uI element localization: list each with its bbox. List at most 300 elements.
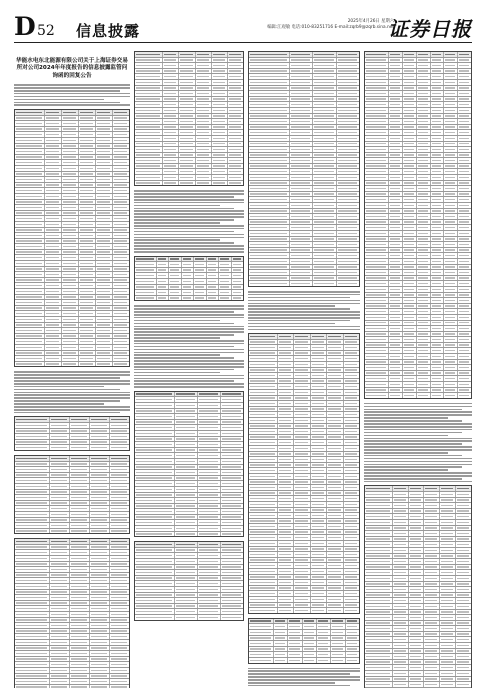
table-cell bbox=[212, 119, 228, 124]
table-cell bbox=[62, 295, 79, 300]
text-line bbox=[134, 343, 244, 345]
table-cell bbox=[311, 485, 327, 490]
table-cell bbox=[424, 593, 440, 598]
table-cell bbox=[403, 197, 417, 202]
table-cell bbox=[444, 136, 458, 141]
table-cell bbox=[294, 440, 310, 445]
table-cell bbox=[113, 328, 129, 333]
table-cell bbox=[278, 502, 294, 507]
table-cell bbox=[393, 654, 409, 659]
table-cell bbox=[113, 283, 129, 288]
table-cell bbox=[393, 492, 409, 497]
table-cell bbox=[110, 567, 129, 572]
table-cell bbox=[96, 261, 113, 266]
table-cell bbox=[207, 285, 219, 290]
table-cell bbox=[62, 239, 79, 244]
table-cell bbox=[393, 649, 409, 654]
table-cell bbox=[135, 158, 163, 163]
table-cell bbox=[221, 604, 243, 609]
table-cell bbox=[198, 604, 221, 609]
table-cell bbox=[135, 493, 175, 498]
table-cell bbox=[196, 97, 212, 102]
table-cell bbox=[45, 255, 62, 260]
table-cell bbox=[50, 629, 70, 634]
table-cell bbox=[311, 524, 327, 529]
table-cell bbox=[79, 194, 96, 199]
table-cell bbox=[249, 153, 290, 158]
table-cell bbox=[431, 343, 445, 348]
table-cell bbox=[79, 200, 96, 205]
table-cell bbox=[365, 503, 393, 508]
table-cell bbox=[431, 242, 445, 247]
table-cell bbox=[70, 445, 90, 450]
table-cell bbox=[458, 281, 471, 286]
table-cell bbox=[365, 58, 389, 63]
table-cell bbox=[327, 384, 343, 389]
table-cell bbox=[221, 493, 243, 498]
table-cell bbox=[15, 345, 45, 350]
table-cell bbox=[45, 172, 62, 177]
text-line bbox=[364, 438, 472, 440]
table-cell bbox=[313, 86, 336, 91]
table-cell bbox=[96, 300, 113, 305]
table-cell bbox=[327, 396, 343, 401]
table-cell bbox=[228, 125, 243, 130]
table-cell bbox=[313, 203, 336, 208]
table-cell bbox=[290, 63, 313, 68]
table-cell bbox=[456, 526, 471, 531]
table-cell bbox=[196, 86, 212, 91]
table-cell bbox=[15, 601, 50, 606]
text-line bbox=[134, 237, 244, 239]
table-cell bbox=[135, 425, 175, 430]
table-cell bbox=[458, 125, 471, 130]
table-cell bbox=[15, 233, 45, 238]
table-cell bbox=[444, 309, 458, 314]
table-cell bbox=[274, 619, 288, 624]
table-cell bbox=[50, 618, 70, 623]
table-cell bbox=[135, 125, 163, 130]
table-cell bbox=[327, 597, 343, 602]
table-cell bbox=[113, 110, 129, 115]
data-table bbox=[134, 51, 244, 186]
table-cell bbox=[79, 345, 96, 350]
table-cell bbox=[311, 608, 327, 613]
table-cell bbox=[15, 121, 45, 126]
table-cell bbox=[96, 188, 113, 193]
table-cell bbox=[194, 268, 206, 273]
table-cell bbox=[344, 597, 359, 602]
table-cell bbox=[113, 183, 129, 188]
table-cell bbox=[135, 576, 175, 581]
table-cell bbox=[403, 393, 417, 398]
table-cell bbox=[113, 127, 129, 132]
table-cell bbox=[365, 276, 389, 281]
text-line bbox=[134, 196, 234, 198]
text-line bbox=[364, 409, 462, 411]
table-cell bbox=[70, 429, 90, 434]
table-cell bbox=[431, 147, 445, 152]
table-cell bbox=[90, 545, 110, 550]
table-cell bbox=[311, 452, 327, 457]
table-cell bbox=[403, 80, 417, 85]
table-cell bbox=[458, 147, 471, 152]
table-cell bbox=[198, 481, 221, 486]
text-line bbox=[248, 679, 360, 681]
table-cell bbox=[96, 172, 113, 177]
text-line bbox=[14, 394, 130, 396]
table-cell bbox=[249, 547, 278, 552]
table-cell bbox=[113, 160, 129, 165]
table-cell bbox=[365, 365, 389, 370]
table-cell bbox=[110, 484, 129, 489]
table-cell bbox=[311, 558, 327, 563]
table-cell bbox=[249, 641, 274, 646]
table-cell bbox=[96, 278, 113, 283]
table-cell bbox=[403, 125, 417, 130]
table-cell bbox=[458, 130, 471, 135]
table-cell bbox=[444, 376, 458, 381]
table-cell bbox=[444, 142, 458, 147]
table-cell bbox=[337, 153, 359, 158]
table-cell bbox=[444, 382, 458, 387]
table-cell bbox=[15, 629, 50, 634]
table-cell bbox=[278, 390, 294, 395]
table-cell bbox=[135, 465, 175, 470]
table-cell bbox=[15, 250, 45, 255]
table-cell bbox=[182, 279, 194, 284]
table-cell bbox=[179, 147, 195, 152]
table-cell bbox=[15, 518, 50, 523]
table-cell bbox=[221, 470, 243, 475]
table-cell bbox=[278, 396, 294, 401]
table-cell bbox=[249, 446, 278, 451]
table-cell bbox=[417, 69, 431, 74]
table-cell bbox=[45, 283, 62, 288]
table-cell bbox=[403, 102, 417, 107]
table-cell bbox=[458, 315, 471, 320]
table-cell bbox=[389, 214, 403, 219]
table-cell bbox=[403, 130, 417, 135]
table-cell bbox=[62, 334, 79, 339]
table-cell bbox=[417, 293, 431, 298]
data-table bbox=[134, 391, 244, 537]
table-cell bbox=[456, 626, 471, 631]
table-cell bbox=[431, 382, 445, 387]
table-cell bbox=[365, 382, 389, 387]
table-cell bbox=[344, 591, 359, 596]
table-cell bbox=[45, 194, 62, 199]
table-cell bbox=[113, 239, 129, 244]
text-line bbox=[364, 440, 472, 442]
table-cell bbox=[221, 542, 243, 547]
table-cell bbox=[344, 524, 359, 529]
table-cell bbox=[278, 558, 294, 563]
table-cell bbox=[135, 593, 175, 598]
table-cell bbox=[15, 255, 45, 260]
table-cell bbox=[113, 188, 129, 193]
table-cell bbox=[313, 91, 336, 96]
table-cell bbox=[228, 80, 243, 85]
table-cell bbox=[228, 142, 243, 147]
table-cell bbox=[337, 136, 359, 141]
table-cell bbox=[207, 279, 219, 284]
table-cell bbox=[274, 636, 288, 641]
table-cell bbox=[365, 531, 393, 536]
table-cell bbox=[417, 74, 431, 79]
table-cell bbox=[431, 376, 445, 381]
table-cell bbox=[113, 121, 129, 126]
text-line bbox=[134, 380, 234, 382]
table-cell bbox=[327, 580, 343, 585]
table-cell bbox=[458, 360, 471, 365]
table-cell bbox=[458, 237, 471, 242]
table-cell bbox=[198, 403, 221, 408]
table-cell bbox=[278, 569, 294, 574]
table-cell bbox=[458, 153, 471, 158]
table-cell bbox=[249, 474, 278, 479]
table-cell bbox=[228, 91, 243, 96]
table-cell bbox=[198, 493, 221, 498]
table-cell bbox=[15, 668, 50, 673]
table-cell bbox=[311, 390, 327, 395]
table-cell bbox=[344, 351, 359, 356]
table-cell bbox=[228, 153, 243, 158]
table-cell bbox=[15, 539, 50, 544]
table-cell bbox=[417, 142, 431, 147]
text-line bbox=[14, 392, 130, 394]
table-cell bbox=[456, 570, 471, 575]
table-cell bbox=[393, 537, 409, 542]
table-cell bbox=[337, 276, 359, 281]
table-cell bbox=[45, 300, 62, 305]
table-cell bbox=[198, 609, 221, 614]
table-cell bbox=[96, 289, 113, 294]
table-cell bbox=[219, 273, 231, 278]
table-cell bbox=[110, 578, 129, 583]
table-cell bbox=[365, 265, 389, 270]
table-cell bbox=[70, 668, 90, 673]
table-cell bbox=[403, 326, 417, 331]
table-cell bbox=[196, 108, 212, 113]
table-cell bbox=[444, 326, 458, 331]
table-cell bbox=[50, 623, 70, 628]
table-cell bbox=[327, 463, 343, 468]
table-cell bbox=[337, 214, 359, 219]
text-line bbox=[364, 417, 448, 419]
table-cell bbox=[79, 116, 96, 121]
table-cell bbox=[294, 390, 310, 395]
table-cell bbox=[198, 487, 221, 492]
table-cell bbox=[135, 581, 175, 586]
table-cell bbox=[50, 578, 70, 583]
table-cell bbox=[249, 552, 278, 557]
table-cell bbox=[157, 268, 169, 273]
table-cell bbox=[409, 570, 425, 575]
table-cell bbox=[393, 615, 409, 620]
table-cell bbox=[135, 487, 175, 492]
text-line bbox=[248, 300, 360, 302]
table-cell bbox=[444, 80, 458, 85]
table-cell bbox=[15, 211, 45, 216]
table-cell bbox=[431, 360, 445, 365]
table-cell bbox=[135, 119, 163, 124]
table-cell bbox=[249, 225, 290, 230]
table-cell bbox=[311, 396, 327, 401]
table-cell bbox=[431, 192, 445, 197]
table-cell bbox=[163, 114, 179, 119]
table-cell bbox=[327, 524, 343, 529]
table-cell bbox=[232, 257, 243, 262]
table-cell bbox=[79, 222, 96, 227]
table-cell bbox=[96, 155, 113, 160]
table-cell bbox=[157, 290, 169, 295]
table-cell bbox=[221, 548, 243, 553]
table-cell bbox=[249, 530, 278, 535]
table-cell bbox=[163, 175, 179, 180]
table-cell bbox=[389, 114, 403, 119]
table-cell bbox=[327, 390, 343, 395]
table-cell bbox=[194, 296, 206, 301]
table-cell bbox=[96, 116, 113, 121]
table-cell bbox=[194, 290, 206, 295]
table-cell bbox=[440, 509, 456, 514]
table-cell bbox=[70, 601, 90, 606]
table-cell bbox=[45, 222, 62, 227]
table-cell bbox=[221, 509, 243, 514]
table-cell bbox=[45, 183, 62, 188]
table-cell bbox=[163, 74, 179, 79]
table-cell bbox=[249, 114, 290, 119]
table-cell bbox=[249, 412, 278, 417]
table-cell bbox=[344, 401, 359, 406]
table-cell bbox=[70, 646, 90, 651]
table-cell bbox=[278, 446, 294, 451]
table-cell bbox=[221, 553, 243, 558]
table-cell bbox=[15, 194, 45, 199]
table-cell bbox=[431, 388, 445, 393]
table-cell bbox=[96, 272, 113, 277]
table-cell bbox=[15, 362, 45, 367]
text-line bbox=[364, 429, 472, 431]
table-cell bbox=[15, 356, 45, 361]
table-cell bbox=[331, 652, 345, 657]
table-cell bbox=[175, 609, 198, 614]
table-cell bbox=[424, 498, 440, 503]
table-cell bbox=[163, 125, 179, 130]
table-cell bbox=[45, 127, 62, 132]
table-cell bbox=[290, 248, 313, 253]
table-cell bbox=[50, 646, 70, 651]
table-cell bbox=[179, 91, 195, 96]
table-cell bbox=[313, 181, 336, 186]
table-cell bbox=[365, 348, 389, 353]
table-cell bbox=[456, 665, 471, 670]
table-cell bbox=[62, 172, 79, 177]
table-cell bbox=[70, 612, 90, 617]
table-cell bbox=[431, 130, 445, 135]
table-cell bbox=[290, 265, 313, 270]
table-cell bbox=[365, 293, 389, 298]
table-cell bbox=[15, 434, 50, 439]
table-cell bbox=[417, 321, 431, 326]
table-cell bbox=[70, 595, 90, 600]
table-cell bbox=[135, 268, 157, 273]
table-cell bbox=[290, 186, 313, 191]
table-cell bbox=[135, 448, 175, 453]
table-cell bbox=[50, 423, 70, 428]
table-cell bbox=[431, 270, 445, 275]
table-cell bbox=[444, 181, 458, 186]
table-cell bbox=[311, 362, 327, 367]
table-cell bbox=[389, 287, 403, 292]
table-cell bbox=[365, 509, 393, 514]
table-cell bbox=[198, 453, 221, 458]
table-cell bbox=[169, 257, 181, 262]
table-cell bbox=[90, 612, 110, 617]
text-line bbox=[14, 383, 130, 385]
table-cell bbox=[15, 478, 50, 483]
table-cell bbox=[179, 97, 195, 102]
table-cell bbox=[290, 237, 313, 242]
table-cell bbox=[15, 640, 50, 645]
table-cell bbox=[96, 328, 113, 333]
text-line bbox=[134, 334, 234, 336]
table-cell bbox=[431, 293, 445, 298]
table-cell bbox=[458, 265, 471, 270]
table-cell bbox=[90, 506, 110, 511]
table-cell bbox=[431, 237, 445, 242]
table-cell bbox=[179, 80, 195, 85]
table-cell bbox=[62, 222, 79, 227]
table-cell bbox=[96, 267, 113, 272]
table-cell bbox=[417, 281, 431, 286]
table-cell bbox=[163, 136, 179, 141]
table-cell bbox=[456, 649, 471, 654]
table-cell bbox=[135, 604, 175, 609]
table-cell bbox=[90, 668, 110, 673]
table-cell bbox=[403, 281, 417, 286]
table-cell bbox=[409, 671, 425, 676]
table-cell bbox=[45, 250, 62, 255]
table-cell bbox=[110, 590, 129, 595]
table-cell bbox=[444, 371, 458, 376]
table-cell bbox=[110, 495, 129, 500]
table-cell bbox=[175, 403, 198, 408]
table-cell bbox=[456, 598, 471, 603]
table-cell bbox=[444, 237, 458, 242]
text-line bbox=[248, 323, 335, 325]
table-cell bbox=[417, 253, 431, 258]
table-cell bbox=[327, 446, 343, 451]
table-cell bbox=[389, 393, 403, 398]
table-cell bbox=[365, 192, 389, 197]
table-cell bbox=[409, 509, 425, 514]
table-cell bbox=[389, 293, 403, 298]
table-cell bbox=[440, 643, 456, 648]
table-cell bbox=[15, 289, 45, 294]
table-cell bbox=[458, 365, 471, 370]
table-cell bbox=[228, 114, 243, 119]
table-cell bbox=[337, 265, 359, 270]
table-cell bbox=[45, 205, 62, 210]
table-cell bbox=[313, 125, 336, 130]
table-cell bbox=[50, 668, 70, 673]
table-cell bbox=[15, 473, 50, 478]
table-cell bbox=[403, 309, 417, 314]
table-cell bbox=[90, 562, 110, 567]
text-line bbox=[134, 331, 244, 333]
